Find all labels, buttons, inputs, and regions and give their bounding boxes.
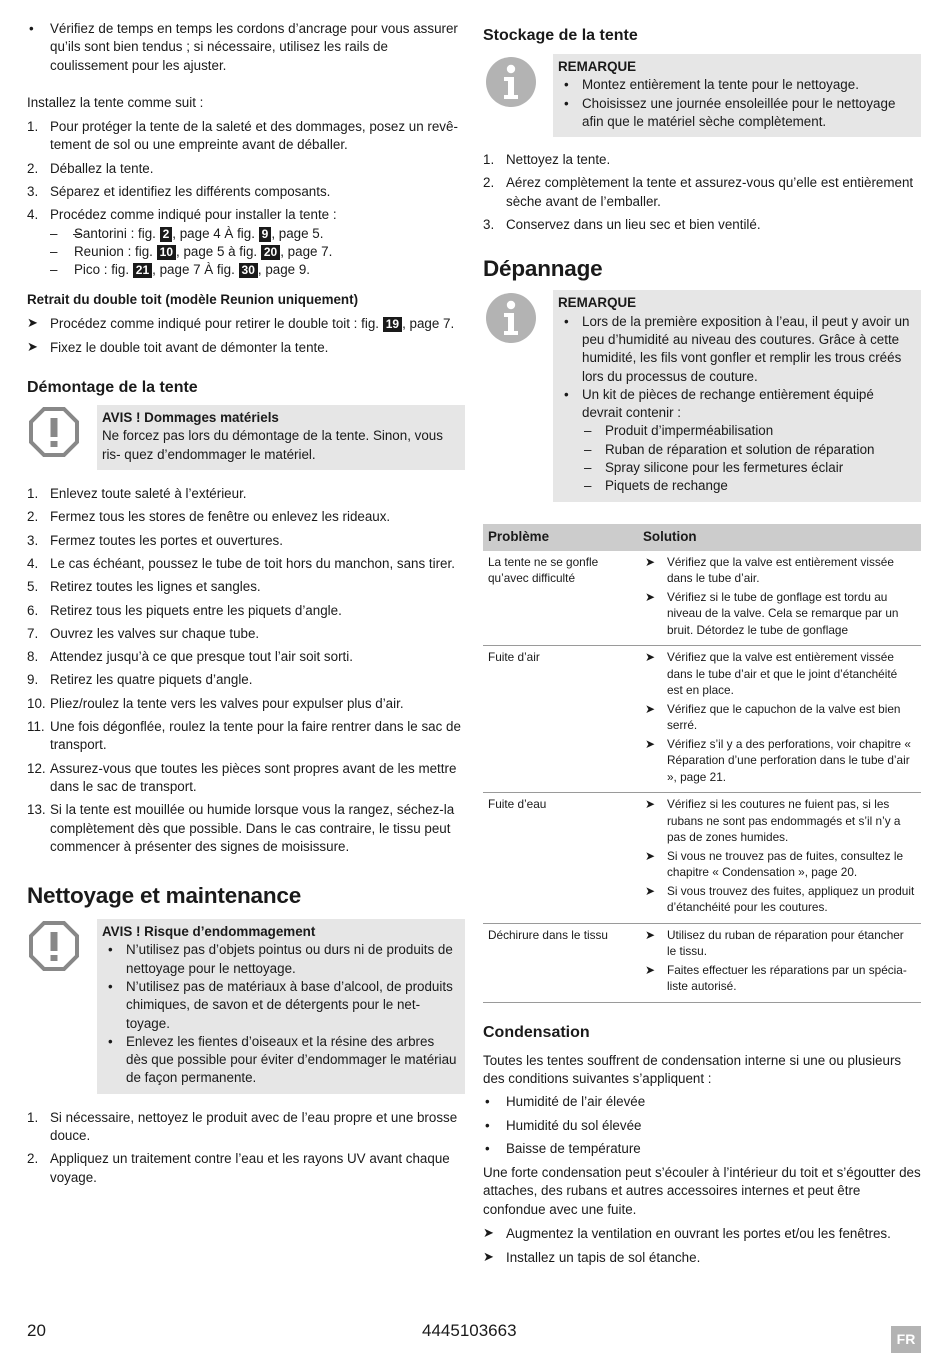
remarque-box (553, 54, 921, 137)
condensation-title: Condensation (483, 1023, 590, 1041)
list-item: 9. Retirez les quatre piquets d’angle. (27, 672, 253, 688)
remarque-subitem: – Ruban de réparation et solution de réparation (558, 441, 915, 459)
depannage-title: Dépannage (483, 256, 603, 282)
remarque-box (553, 290, 921, 501)
avis-title: AVIS ! Dommages matériels (102, 410, 279, 426)
remarque-subitem: – Produit d’imperméabilisation (558, 422, 915, 440)
right-column (483, 26, 921, 1274)
condensation-action: ➤ Augmentez la ventilation en ouvrant les portes et/ou les fenêtres. (483, 1225, 921, 1243)
solution-item: ➤ Vérifiez s’il y a des perforations, voir chapitre « Réparation d’une perforation dans le tube d’air », page 21. (643, 736, 916, 786)
info-circle-icon (483, 54, 553, 137)
table-row (483, 646, 921, 793)
list-item: 12. Assurez-vous que toutes les pièces sont propres avant de les mettre dans le sac de transport. (27, 760, 457, 794)
solution-cell (638, 646, 921, 793)
remarque-item: • Un kit de pièces de rechange entièrement équipé devrait contenir : (558, 386, 915, 423)
exclamation-octagon-icon (27, 405, 97, 470)
problem-cell: Fuite d’eau (483, 793, 638, 924)
info-circle-icon (483, 290, 553, 501)
condensation-action: ➤ Installez un tapis de sol étanche. (483, 1249, 921, 1267)
remarque-subitem: – Piquets de rechange (558, 477, 915, 495)
condensation-item: • Baisse de température (483, 1140, 921, 1158)
doc-number: 4445103663 (422, 1321, 517, 1340)
list-item: 13. Si la tente est mouillée ou humide lorsque vous la rangez, séchez-la complètement dès que possible. Dans le cas contraire, le tissu peut commencer à présenter des signes de moisissure. (27, 802, 455, 854)
solution-item: ➤ Si vous trouvez des fuites, appliquez un produit d’étanchéité pour les coutures. (643, 883, 916, 916)
avis-box (97, 405, 465, 470)
exclamation-octagon-icon (27, 919, 97, 1094)
figure-ref: 2 (160, 227, 173, 242)
figure-ref: 20 (261, 245, 280, 260)
avis-title: AVIS ! Risque d’endommagement (102, 924, 316, 940)
troubleshooting-table (483, 524, 921, 1003)
install-intro: Installez la tente comme suit : (27, 94, 204, 110)
nettoyage-title: Nettoyage et maintenance (27, 883, 302, 909)
retrait-step: ➤ Procédez comme indiqué pour retirer le double toit : fig. 19 , page 7. (27, 315, 465, 333)
remarque-title: REMARQUE (558, 59, 637, 74)
list-item: 3. Fermez toutes les portes et ouvertures. (27, 532, 283, 548)
list-item: 2. Fermez tous les stores de fenêtre ou enlevez les rideaux. (27, 509, 391, 525)
avis-notice-demontage (27, 405, 465, 470)
avis-item: • N’utilisez pas d’objets pointus ou durs ni de produits de nettoyage pour le nettoyage. (102, 941, 459, 978)
list-item: 2. Appliquez un traitement contre l’eau et les rayons UV avant chaque voyage. (27, 1151, 450, 1185)
stockage-title: Stockage de la tente (483, 27, 638, 44)
list-item: 1. Enlevez toute saleté à l’extérieur. (27, 486, 247, 502)
demontage-title: Démontage de la tente (27, 379, 198, 397)
solution-cell (638, 923, 921, 1002)
table-row (483, 551, 921, 646)
solution-item: ➤ Faites effectuer les réparations par un spécia- liste autorisé. (643, 962, 916, 995)
remarque-item: • Montez entièrement la tente pour le nettoyage. (558, 76, 915, 94)
list-item: 10. Pliez/roulez la tente vers les valves pour expulser plus d’air. (27, 695, 404, 711)
demontage-steps (27, 485, 465, 856)
remarque-title: REMARQUE (558, 295, 637, 311)
condensation-item: • Humidité de l’air élevée (483, 1093, 921, 1111)
list-item: 3. Séparez et identifiez les différents composants. (27, 184, 331, 200)
figure-ref: 9 (259, 227, 272, 242)
solution-item: ➤ Vérifiez si les coutures ne fuient pas, si les rubans ne sont pas endommagés et s’il n’y a pas de zones humides. (643, 796, 916, 846)
table-row (483, 793, 921, 924)
intro-bullet: • Vérifiez de temps en temps les cordons d’ancrage pour vous assurer qu’ils sont bien tendus ; si nécessaire, utilisez les rails de coulissement pour les ajuster. (27, 20, 465, 75)
solution-item: ➤ Utilisez du ruban de réparation pour étancher le tissu. (643, 927, 916, 960)
solution-cell (638, 793, 921, 924)
remarque-item: • Lors de la première exposition à l’eau, il peut y avoir un peu d’humidité au niveau des coutures. Grâce à cette humidité, les fils vont gonfler et remplir les trous créés lors du processus de couture. (558, 313, 915, 386)
list-item: 1. Pour protéger la tente de la saleté et des dommages, posez un revê- tement de sol ou une empreinte avant de déballer. (27, 119, 458, 153)
nettoyage-steps (27, 1109, 465, 1187)
list-item: 3. Conservez dans un lieu sec et bien ventilé. (483, 217, 761, 233)
problem-cell: La tente ne se gonfle qu’avec difficulté (483, 551, 638, 646)
list-item: 5. Retirez toutes les lignes et sangles. (27, 579, 261, 595)
figure-ref: 10 (157, 245, 176, 260)
remarque-notice-stockage (483, 54, 921, 137)
list-item: 4. Procédez comme indiqué pour installer la tente : – – Santorini : fig. 2 , page 4 À fig. 9 , page 5. – Reunion : fig. 10 , page 5 à fig. 20 , page 7. – Pico : fig. 21 , page 7 À fig. 30 , page 9. (27, 206, 465, 279)
stockage-steps (483, 151, 921, 234)
solution-cell (638, 551, 921, 646)
column-header-solution: Solution (638, 524, 921, 551)
avis-notice-nettoyage (27, 919, 465, 1094)
retrait-title: Retrait du double toit (modèle Reunion uniquement) (27, 291, 359, 307)
avis-box (97, 919, 465, 1094)
remarque-notice-depannage (483, 290, 921, 501)
avis-item: • N’utilisez pas de matériaux à base d’alcool, de produits chimiques, de savon et de détergents pour le net- toyage. (102, 978, 459, 1033)
solution-item: ➤ Vérifiez que le capuchon de la valve est bien serré. (643, 701, 916, 734)
list-item: 1. Nettoyez la tente. (483, 152, 611, 168)
model-pico: – Pico : fig. 21 , page 7 À fig. 30 , page 9. (50, 262, 310, 278)
table-header-row (483, 524, 921, 551)
list-item: 11. Une fois dégonflée, roulez la tente pour la faire rentrer dans le sac de transport. (27, 719, 461, 753)
left-column (27, 20, 465, 1192)
solution-item: ➤ Vérifiez si le tube de gonflage est tordu au niveau de la valve. Cela se remarque par un bruit. Détordez le tube de gonflage (643, 589, 916, 639)
list-item: 7. Ouvrez les valves sur chaque tube. (27, 625, 260, 641)
model-reunion: – Reunion : fig. 10 , page 5 à fig. 20 , page 7. (50, 243, 333, 259)
model-santorini: – – Santorini : fig. 2 , page 4 À fig. 9 , page 5. (50, 225, 465, 243)
condensation-item: • Humidité du sol élevée (483, 1117, 921, 1135)
condensation-paragraph: Une forte condensation peut s’écouler à l’intérieur du toit et s’égoutter des attaches, des rubans et autres accessoires internes et peut être confondue avec une fuite. (483, 1165, 921, 1217)
list-item: 1. Si nécessaire, nettoyez le produit avec de l’eau propre et une brosse douce. (27, 1109, 458, 1144)
list-item: 8. Attendez jusqu’à ce que presque tout l’air soit sorti. (27, 649, 353, 665)
avis-text: Ne forcez pas lors du démontage de la tente. Sinon, vous ris- quez d’endommager le matériel. (102, 428, 443, 462)
list-item: 6. Retirez tous les piquets entre les piquets d’angle. (27, 602, 342, 618)
avis-item: • Enlevez les fientes d’oiseaux et la résine des arbres dès que possible pour éviter d’endommager le matériau de façon permanente. (102, 1033, 459, 1088)
page-number: 20 (27, 1321, 46, 1340)
list-item: 4. Le cas échéant, poussez le tube de toit hors du manchon, sans tirer. (27, 555, 455, 571)
figure-ref: 30 (239, 263, 258, 278)
remarque-item: • Choisissez une journée ensoleillée pour le nettoyage afin que le matériel sèche complètement. (558, 95, 915, 132)
column-header-problem: Problème (483, 524, 638, 551)
table-row (483, 923, 921, 1002)
list-item: 2. Déballez la tente. (27, 160, 154, 176)
remarque-subitem: – Spray silicone pour les fermetures éclair (558, 459, 915, 477)
problem-cell: Déchirure dans le tissu (483, 923, 638, 1002)
list-item: 2. Aérez complètement la tente et assurez-vous qu’elle est entièrement sèche avant de l’emballer. (483, 175, 914, 209)
language-badge: FR (891, 1326, 921, 1353)
solution-item: ➤ Vérifiez que la valve est entièrement vissée dans le tube d’air et que le joint d’étanchéité est en place. (643, 649, 916, 699)
solution-item: ➤ Si vous ne trouvez pas de fuites, consultez le chapitre « Condensation », page 20. (643, 848, 916, 881)
install-steps (27, 118, 465, 279)
figure-ref: 21 (133, 263, 152, 278)
solution-item: ➤ Vérifiez que la valve est entièrement vissée dans le tube d’air. (643, 554, 916, 587)
retrait-step: ➤ Fixez le double toit avant de démonter la tente. (27, 339, 465, 357)
condensation-intro: Toutes les tentes souffrent de condensation interne si une ou plusieurs des conditions suivantes s’appliquent : (483, 1052, 902, 1086)
figure-ref: 19 (383, 317, 402, 332)
problem-cell: Fuite d’air (483, 646, 638, 793)
